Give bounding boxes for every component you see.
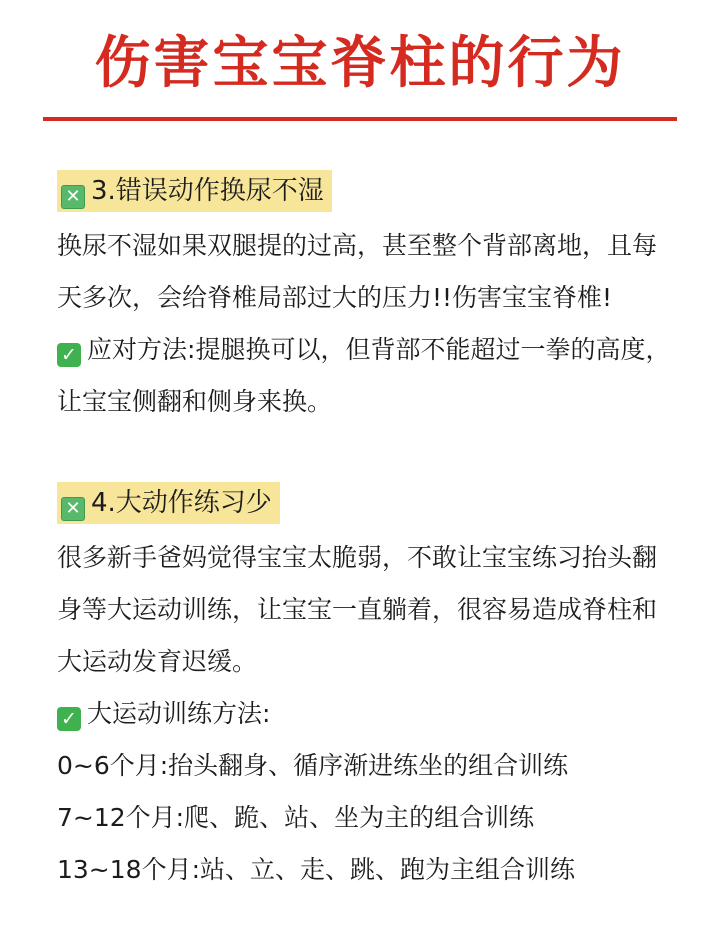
section-4: [57, 482, 677, 896]
cross-mark-box-icon: ✕: [61, 497, 85, 521]
section-3-heading-text: 3.错误动作换尿不湿: [91, 176, 324, 206]
page-title: 伤害宝宝脊柱的行为: [94, 31, 626, 96]
section-4-heading-text: 4.大动作练习少: [91, 488, 272, 518]
section-4-method-label: 大运动训练方法:: [87, 699, 271, 728]
title-divider: [43, 117, 677, 121]
section-4-body: 很多新手爸妈觉得宝宝太脆弱，不敢让宝宝练习抬头翻身等大运动训练，让宝宝一直躺着，很容易造成脊柱和大运动发育迟缓。: [57, 543, 658, 676]
stage-7-12-months: 7~12个月:爬、跪、站、坐为主的组合训练: [57, 803, 535, 832]
section-3: [57, 170, 677, 428]
section-3-body: 换尿不湿如果双腿提的过高，甚至整个背部离地，且每天多次，会给脊椎局部过大的压力!!伤害宝宝脊椎!: [57, 231, 658, 312]
section-4-heading: [57, 482, 280, 524]
section-3-tip: [57, 324, 677, 428]
section-3-tip-text: 提腿换可以，但背部不能超过一拳的高度，让宝宝侧翻和侧身来换。: [57, 335, 671, 416]
stage-13-18-months: 13~18个月:站、立、走、跳、跑为主组合训练: [57, 855, 575, 884]
check-mark-box-icon: ✓: [57, 707, 81, 731]
section-3-tip-label: 应对方法:: [87, 335, 196, 364]
check-mark-box-icon: ✓: [57, 343, 81, 367]
content: [57, 170, 677, 896]
section-3-heading: [57, 170, 332, 212]
section-4-method: [57, 688, 677, 740]
cross-mark-box-icon: ✕: [61, 185, 85, 209]
stage-0-6-months: 0~6个月:抬头翻身、循序渐进练坐的组合训练: [57, 751, 569, 780]
